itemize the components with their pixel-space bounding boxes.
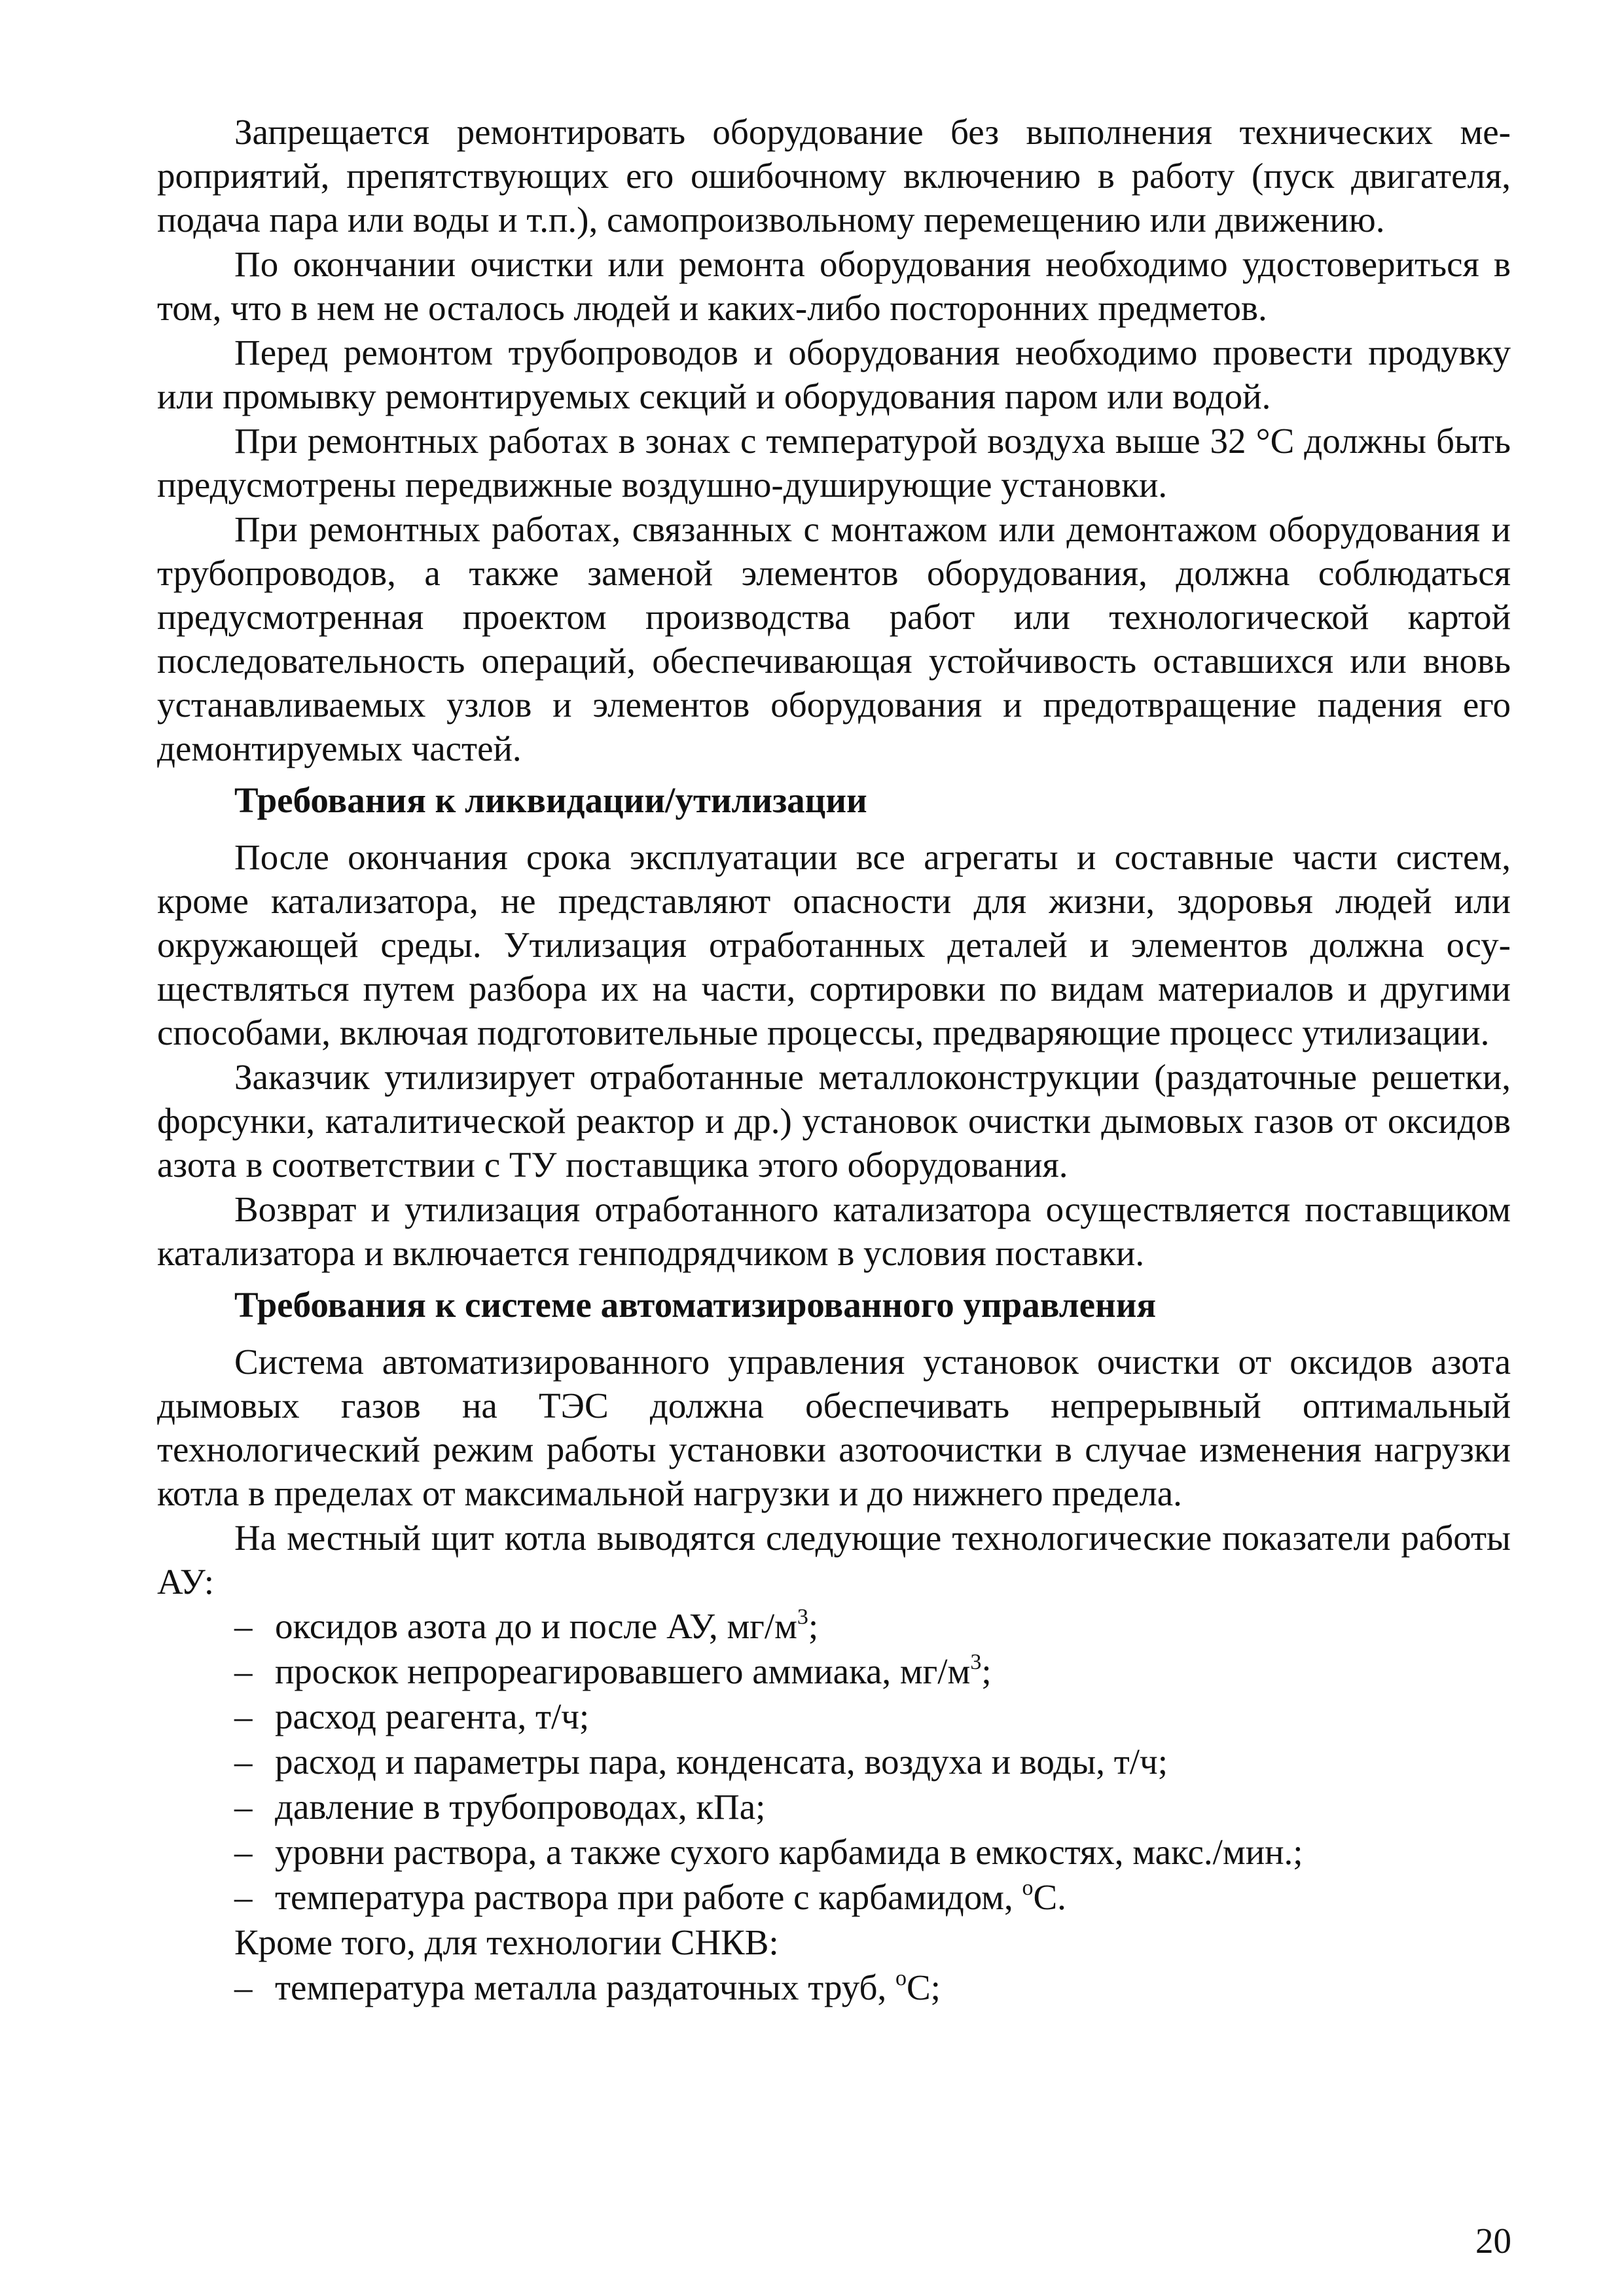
list-item-text: температура раствора при работе с карбамидом, <box>275 1877 1022 1917</box>
snkv-list <box>157 1965 1511 2009</box>
paragraph: При ремонтных работах в зонах с температурой воздуха выше 32 °С должны быть предусмотрены передвижные воздушно-душирующие установки. <box>157 421 1511 505</box>
list-item <box>157 1740 1511 1784</box>
dash-bullet: – <box>234 1742 253 1782</box>
list-item-tail: С. <box>1033 1877 1066 1917</box>
list-item-text: оксидов азота до и после АУ, мг/м <box>275 1606 797 1646</box>
list-item <box>157 1875 1511 1919</box>
paragraph: Перед ремонтом трубопроводов и оборудования необходимо провести продувку или промывку ремонтируемых секций и оборудования паром или водой. <box>157 332 1511 416</box>
list-intro-line: Кроме того, для технологии СНКВ: <box>234 1922 779 1962</box>
paragraph: Заказчик утилизирует отработанные металлоконструкции (раздаточные решетки, форсунки, каталитической реактор и др.) установок очистки дымовых газов от оксидов азота в соответствии с ТУ поставщика этого оборудования. <box>157 1057 1511 1185</box>
dash-bullet: – <box>234 1832 253 1872</box>
list-item <box>157 1604 1511 1648</box>
paragraph: На местный щит котла выводятся следующие технологические показатели работы АУ: <box>157 1518 1511 1602</box>
paragraph: Возврат и утилизация отработанного катализатора осуществляется поставщиком катализатора и включается генподрядчиком в условия поставки. <box>157 1189 1511 1273</box>
list-item <box>157 1785 1511 1829</box>
dash-bullet: – <box>234 1787 253 1827</box>
list-item-text: проскок непрореагировавшего аммиака, мг/м <box>275 1651 971 1691</box>
list-item <box>157 1965 1511 2009</box>
document-page <box>157 110 1511 2011</box>
list-item-text: температура металла раздаточных труб, <box>275 1967 895 2007</box>
superscript: о <box>1022 1876 1034 1900</box>
superscript: 3 <box>797 1605 808 1629</box>
paragraph: При ремонтных работах, связанных с монтажом или демонтажом оборудования и трубопроводов, а также заменой элементов оборудования, должна соблюдаться предусмотренная проектом производства работ или технологической картой последовательность операций, обеспечивающая устойчивость оставшихся или вновь устанавливаемых узлов и элементов оборудования и предотвращение падения его демонтируемых частей. <box>157 509 1511 768</box>
dash-bullet: – <box>234 1696 253 1736</box>
indicator-list <box>157 1604 1511 1919</box>
list-item-tail: С; <box>906 1967 941 2007</box>
list-item-text: расход реагента, т/ч; <box>275 1696 590 1736</box>
paragraph: По окончании очистки или ремонта оборудования необходимо удостовериться в том, что в нем не осталось людей и каких-либо посторонних предметов. <box>157 244 1511 328</box>
superscript: 3 <box>970 1650 982 1674</box>
list-item-text: уровни раствора, а также сухого карбамида в емкостях, макс./мин.; <box>275 1832 1303 1872</box>
list-item <box>157 1649 1511 1693</box>
list-item-tail: ; <box>981 1651 992 1691</box>
superscript: о <box>895 1966 907 1990</box>
list-item <box>157 1830 1511 1874</box>
dash-bullet: – <box>234 1606 253 1646</box>
list-item-text: давление в трубопроводах, кПа; <box>275 1787 766 1827</box>
section-heading-disposal: Требования к ликвидации/утилизации <box>234 780 867 820</box>
list-item-tail: ; <box>808 1606 819 1646</box>
paragraph: После окончания срока эксплуатации все агрегаты и составные части систем, кроме катализатора, не представляют опасности для жизни, здоровья людей или окружающей среды. Утилизация отработанных деталей и элементов должна осуществляться путем разбора их на части, сортировки по видам материалов и другими способами, включая подготовительные процессы, предваряющие процесс утилизации. <box>157 837 1511 1052</box>
page-number: 20 <box>1475 2221 1511 2261</box>
list-item-text: расход и параметры пара, конденсата, воздуха и воды, т/ч; <box>275 1742 1168 1782</box>
section-heading-automation: Требования к системе автоматизированного управления <box>234 1285 1157 1325</box>
paragraph: Система автоматизированного управления установок очистки от оксидов азота дымовых газов на ТЭС должна обеспечивать непрерывный оптимальный технологический режим работы установки азотоочистки в случае изменения нагрузки котла в пределах от максимальной нагрузки и до нижнего предела. <box>157 1342 1511 1513</box>
list-item <box>157 1695 1511 1738</box>
dash-bullet: – <box>234 1877 253 1917</box>
dash-bullet: – <box>234 1651 253 1691</box>
paragraph: Запрещается ремонтировать оборудование без выполнения технических мероприятий, препятствующих его ошибочному включению в работу (пуск двигателя, подача пара или воды и т.п.), самопроизвольному перемещению или движению. <box>157 112 1511 240</box>
dash-bullet: – <box>234 1967 253 2007</box>
